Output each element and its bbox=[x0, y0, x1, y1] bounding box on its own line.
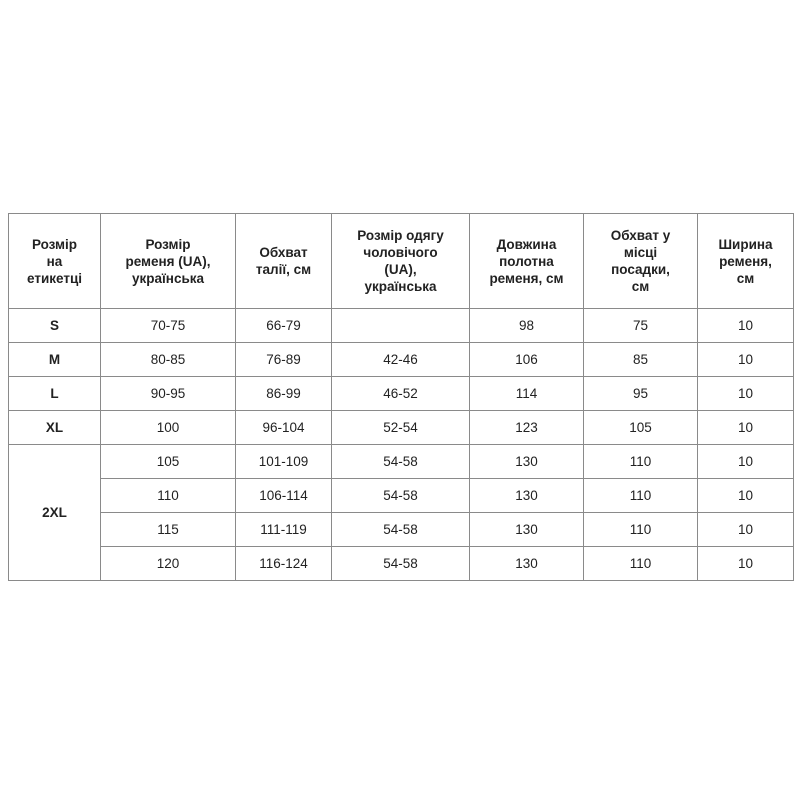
belt-length-cell: 98 bbox=[470, 309, 584, 343]
belt-width-cell: 10 bbox=[698, 309, 794, 343]
belt-width-cell: 10 bbox=[698, 411, 794, 445]
waist-cell: 86-99 bbox=[236, 377, 332, 411]
fit-girth-cell: 85 bbox=[584, 343, 698, 377]
clothing-size-cell: 46-52 bbox=[332, 377, 470, 411]
header-text: Обхват талії, см bbox=[255, 245, 312, 277]
belt-size-cell: 115 bbox=[101, 513, 236, 547]
header-cell-waist bbox=[236, 214, 332, 309]
belt-length-cell: 130 bbox=[470, 479, 584, 513]
belt-size-cell: 110 bbox=[101, 479, 236, 513]
belt-width-cell: 10 bbox=[698, 547, 794, 581]
waist-cell: 96-104 bbox=[236, 411, 332, 445]
table-row bbox=[9, 309, 794, 343]
table-row bbox=[9, 445, 794, 479]
waist-cell: 116-124 bbox=[236, 547, 332, 581]
table-row bbox=[9, 377, 794, 411]
header-text: Розмір одягу чоловічого (UA), українська bbox=[357, 228, 444, 294]
belt-length-cell: 130 bbox=[470, 445, 584, 479]
clothing-size-cell: 54-58 bbox=[332, 445, 470, 479]
header-text: Обхват у місці посадки, см bbox=[610, 228, 671, 294]
header-cell-clothing-size bbox=[332, 214, 470, 309]
header-text: Довжина полотна ременя, см bbox=[489, 236, 564, 286]
belt-width-cell: 10 bbox=[698, 513, 794, 547]
header-text: Розмір на етикетці bbox=[27, 236, 82, 286]
size-cell: M bbox=[9, 343, 101, 377]
belt-length-cell: 130 bbox=[470, 513, 584, 547]
size-cell-2xl: 2XL bbox=[9, 445, 101, 581]
fit-girth-cell: 95 bbox=[584, 377, 698, 411]
clothing-size-cell: 54-58 bbox=[332, 547, 470, 581]
belt-length-cell: 130 bbox=[470, 547, 584, 581]
belt-length-cell: 106 bbox=[470, 343, 584, 377]
fit-girth-cell: 105 bbox=[584, 411, 698, 445]
header-cell-label-size bbox=[9, 214, 101, 309]
belt-size-cell: 105 bbox=[101, 445, 236, 479]
header-cell-belt-length bbox=[470, 214, 584, 309]
table-row bbox=[9, 479, 794, 513]
waist-cell: 106-114 bbox=[236, 479, 332, 513]
fit-girth-cell: 110 bbox=[584, 445, 698, 479]
table-row bbox=[9, 343, 794, 377]
header-text: Розмір ременя (UA), українська bbox=[125, 236, 211, 286]
clothing-size-cell: 54-58 bbox=[332, 513, 470, 547]
fit-girth-cell: 110 bbox=[584, 547, 698, 581]
belt-width-cell: 10 bbox=[698, 445, 794, 479]
waist-cell: 66-79 bbox=[236, 309, 332, 343]
header-row bbox=[9, 214, 794, 309]
belt-size-cell: 100 bbox=[101, 411, 236, 445]
clothing-size-cell: 42-46 bbox=[332, 343, 470, 377]
size-chart-table bbox=[8, 213, 794, 581]
belt-length-cell: 123 bbox=[470, 411, 584, 445]
belt-length-cell: 114 bbox=[470, 377, 584, 411]
fit-girth-cell: 110 bbox=[584, 479, 698, 513]
size-cell: XL bbox=[9, 411, 101, 445]
clothing-size-cell: 54-58 bbox=[332, 479, 470, 513]
waist-cell: 76-89 bbox=[236, 343, 332, 377]
table-row bbox=[9, 513, 794, 547]
belt-size-cell: 70-75 bbox=[101, 309, 236, 343]
belt-width-cell: 10 bbox=[698, 479, 794, 513]
clothing-size-cell bbox=[332, 309, 470, 343]
fit-girth-cell: 75 bbox=[584, 309, 698, 343]
header-cell-belt-size bbox=[101, 214, 236, 309]
header-text: Ширина ременя, см bbox=[718, 236, 773, 286]
belt-width-cell: 10 bbox=[698, 343, 794, 377]
size-cell: S bbox=[9, 309, 101, 343]
table-row bbox=[9, 547, 794, 581]
table-row bbox=[9, 411, 794, 445]
waist-cell: 111-119 bbox=[236, 513, 332, 547]
header-cell-belt-width bbox=[698, 214, 794, 309]
size-cell: L bbox=[9, 377, 101, 411]
belt-size-cell: 90-95 bbox=[101, 377, 236, 411]
belt-width-cell: 10 bbox=[698, 377, 794, 411]
fit-girth-cell: 110 bbox=[584, 513, 698, 547]
belt-size-cell: 80-85 bbox=[101, 343, 236, 377]
header-cell-fit-girth bbox=[584, 214, 698, 309]
waist-cell: 101-109 bbox=[236, 445, 332, 479]
belt-size-cell: 120 bbox=[101, 547, 236, 581]
clothing-size-cell: 52-54 bbox=[332, 411, 470, 445]
